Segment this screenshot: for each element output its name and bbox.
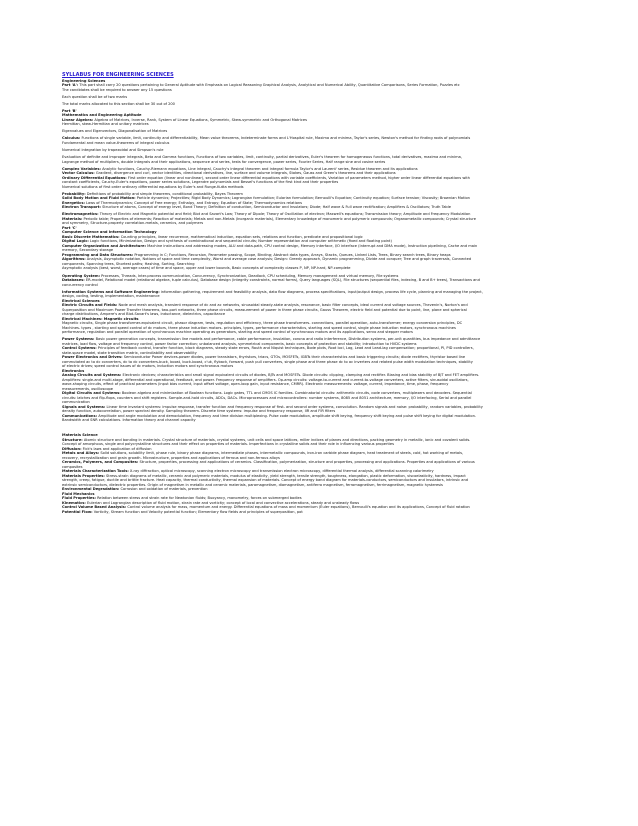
line-text: Analytic functions, Cauchy-Riemann equations, Line integral, Cauchy's integral theorem and integral formula Taylor's and Laurent' series, Residue theorem and its applications — [100, 166, 418, 171]
line-text: charge distributions, Ampere's and Biot-Savart's laws, inductance, dielectrics, capacitance — [62, 312, 226, 317]
topic-label: Algorithms: — [62, 257, 86, 262]
line-text: Asymptotic analysis (best, worst, average cases) of time and space, upper and lower bounds, Basic concepts of complexity classes P, NP, NP-hard, NP-complete — [62, 266, 351, 271]
topic-label: Electric Circuits and Fields: — [62, 303, 118, 308]
section-gap — [62, 425, 575, 433]
syllabus-line — [62, 160, 575, 165]
line-text: state-space model, state transition matrix, controllability and observability — [62, 350, 197, 355]
topic-label: Programming and Data Structures: — [62, 252, 134, 257]
line-text: recovery, recrystallization and grain growth. Microstructure, properties and applications of ferrous and non-ferrous alloys — [62, 455, 280, 460]
line-text: commutated ac to dc converters, dc to dc converters-buck, boost, buck-boost, c'uk, flyback, forward, push pull converters, single phase and three phase dc to ac inverters and related pulse width modulation techniques, stability — [62, 359, 473, 364]
line-text: Theory of Electric and Magnetic potential and field; Biot and Savart's Law; Theory of Dipole; Theory of Oscillation of electron; Maxwell's equations; Transmission theory; Amplitude and Frequency Modulation — [98, 212, 471, 217]
line-text: Stress-strain diagrams of metallic, ceramic and polymeric materials, modulus of elasticity, yield strength, tensile strength, toughness, elongation, plastic deformation, viscoelasticity, hardness, impact — [104, 473, 466, 478]
line-text: Linear time invariant systems: impulse response, transfer function and frequency response of first- and second order systems, convolution. Random signals and noise: probability, random variables, probability — [105, 404, 483, 409]
line-text: Structure of atoms, Concept of energy level, Bond Theory; Definition of conduction, Semiconductor and Insulators; Diode; Half wave & Full wave rectification; Amplifiers & Oscillators; Truth Table — [100, 205, 451, 210]
topic-label: Digital Circuits and Systems: — [62, 391, 121, 396]
topic-label: Information Systems and Software Engineering: — [62, 289, 160, 294]
topic-label: Computer Organization and Architecture: — [62, 243, 147, 248]
line-text: Semiconductor Power devices-power diodes, power transistors, thyristors, triacs, GTOs, MOSFETs, IGBTs their characteristics and basic triggering circuits; diode rectifiers, thyristor based line — [122, 355, 466, 360]
syllabus-line — [62, 283, 575, 288]
topic-label: Power Systems: — [62, 337, 95, 342]
line-text: Particle dynamics; Projectiles; Rigid Body Dynamics; Lagrangian formulation; Eularian formulation; Bernoulli's Equation; Continuity equation; Surface tension; Viscosity; Brownian Motion — [135, 196, 470, 201]
topic-label: Diffusion: — [62, 446, 82, 451]
topic-label: Linear Algebra: — [62, 117, 94, 122]
topic-label: Kinematics: — [62, 500, 86, 505]
document-page — [62, 73, 575, 514]
line-text: Computer Science and Information Technology — [62, 230, 157, 235]
topic-label: Databases: — [62, 278, 85, 283]
line-text: Amplifiers: single-and multi-stage, differential and operational, feedback, and power. Frequency response of amplifiers. Op-amp circuits: voltage-to-current and current-to-voltage converters, active filters, sinusoidal oscillators, — [62, 377, 469, 382]
line-text: information gathering, requirement and feasibility analysis, data flow diagrams, process specifications, input/output design, process life cycle, planning and managing the project, — [159, 289, 483, 294]
syllabus-line — [62, 141, 575, 146]
line-text: of electric drives; speed control issues of dc motors, induction motors and synchronous motors — [62, 364, 234, 369]
line-text: wave-shaping circuits, effect of practical parameters (input bias current, input offset voltage, open-loop gain, input resistance, CMRR). Electronic measurements: voltage, current, impedance, time, phase, frequency — [62, 382, 449, 387]
topic-label: Materials Properties: — [62, 473, 105, 478]
topic-label: Materials Characterization Tools: — [62, 469, 129, 474]
line-text: Functions of single variable, limit, continuity and differentiability, Mean value theorems, Indeterminate forms and L'Hospital rule, Maxima and minima, Taylor's series, Newton's method for finding roots of polynomials — [80, 136, 471, 141]
topic-label: Vector Calculus: — [62, 171, 95, 176]
syllabus-line — [62, 266, 575, 271]
topic-label: Electrical Machines: Magnetic circuits — [62, 316, 139, 321]
syllabus-line — [62, 148, 575, 153]
line-text: density function, autocorrelation, power spectral density. Sampling theorem. Discrete time systems: impulse and frequency response, IIR and FIR filters — [62, 409, 336, 414]
line-text: performance, regulation and parallel operation of synchronous machine operating as generators, starting and speed control of synchronous motors and its applications, servo and stepper motors — [62, 330, 413, 335]
line-text: strength, creep, fatigue, ductile and brittle fracture. Heat capacity, thermal conductivity, thermal expansion of materials. Concept of energy band diagram for materials-conductors, semiconductors and insulators, intrinsic and — [62, 478, 469, 483]
topic-label: Environmental Degradation: — [62, 487, 120, 492]
line-text: Node and mesh analysis, transient response of dc and ac networks, sinusoidal steady-state analysis, resonance, basic filter concepts, ideal current and voltage sources, Thevenin's, Norton's and — [117, 303, 468, 308]
line-text: Periodic table; Properties of elements; Reaction of materials; Metals and non-Metals (Inorganic materials), Elementary knowledge of monomeric and polymeric compounds; Organometallic compounds; Crystal structure — [82, 216, 476, 221]
line-text: design, coding, testing, implementation, maintenance — [62, 294, 160, 299]
line-text: Boolean algebra and minimization of Boolean functions. Logic gates, TTL and CMOS IC families. Combinatorial circuits: arithmetic circuits, code converters, multiplexers and decoders. Sequential — [120, 391, 472, 396]
topic-label: Digital Logic: — [62, 239, 89, 244]
line-text: Machines- types , starting and speed control of dc motors, three phase induction motors- principles, types, performance characteristics, starting and speed control, single phase induction motors, synchronous machines — [62, 325, 456, 330]
line-text: Machine instructions and addressing modes, ALU and data-path, CPU control design, Memory interface, I/O interface (Interrupt and DMA mode), Instruction pipelining, Cache and main — [146, 243, 478, 248]
line-text: communication — [62, 400, 90, 405]
line-text: measurements, oscilloscope — [62, 386, 114, 391]
topic-label: Signals and Systems: — [62, 404, 106, 409]
topic-label: Complex Variables: — [62, 166, 101, 171]
topic-label: Ceramics, Polymers, and Composites: — [62, 460, 139, 465]
line-text: composites — [62, 464, 83, 469]
line-text: Corrosion and oxidation of materials, prevention — [119, 487, 208, 492]
line-text: This part shall carry 20 questions pertaining to General Aptitude with Emphasis on Logical Reasoning Graphical Analysis, Analytical and Numerical Ability, Quantitative Comparisons, Series Formation, Puzzles etc — [78, 83, 460, 87]
line-text: Each question shall be of two marks — [62, 94, 128, 99]
line-text: The candidates shall be required to answer any 15 questions — [62, 87, 172, 92]
topic-label: Power Electronics and Drives: — [62, 355, 123, 360]
line-text: Fluid Mechanics — [62, 491, 95, 496]
line-text: Gradient, divergence and curl, vector identities, directional derivatives, line, surface and volume integrals, Stokes, Gauss and Green's theorems and their applications — [94, 171, 396, 176]
line-text: The total marks allocated to this section shall be 30 out of 200 — [62, 101, 175, 106]
line-text: Structure, properties, processing and applications of ceramics. Classification, polymerization, structure and properties, processing and applications. Properties and applications of various — [138, 460, 475, 465]
line-text: Vorticity, Stream function and Velocity potential function; Elementary flow fields and principles of superposition, pot — [92, 509, 303, 514]
topic-label: Energetics: — [62, 200, 85, 205]
line-text: Magnetic circuits, Single phase transformer-equivalent circuit, phasor diagram, tests, regulation and efficiency, three phase transformers- connections, parallel operation, auto-transformer; energy conversion principles, DC — [62, 321, 463, 326]
line-text: Fick's laws and application of diffusion — [81, 446, 152, 451]
line-text: memory, Secondary storage — [62, 248, 114, 253]
line-text: Fundamental and mean value-theorems of integral calculus — [62, 140, 170, 145]
syllabus-line — [62, 205, 575, 210]
line-text: Hermitian, skew-Hermitian and unitary matrices — [62, 122, 149, 127]
topic-label: Operating System: — [62, 273, 101, 278]
line-text: Superposition and Maximum Power Transfer theorems, two-port networks, three phase circuits, measurement of power in three phase circuits, Gauss Theorem, electric field and potential due to point, line, plane and spherical — [62, 307, 467, 312]
line-text: Part 'C' — [62, 225, 77, 230]
line-text: Counting principles, linear recurrence, mathematical induction, equation sets, relations and function, predicate and propositional logic — [119, 234, 363, 239]
syllabus-line — [62, 510, 575, 515]
syllabus-line — [62, 88, 575, 93]
line-text: Eigenvalues and Eigenvectors, Diagonalisation of Matrices — [62, 129, 168, 134]
line-text: Part 'B' — [62, 108, 77, 113]
line-text: and symmetry, Structure-property correlation-metals, ceramics, and polymers — [62, 221, 204, 226]
line-text: Laws of Thermodynamics; Concept of Free energy; Enthalpy, and Entropy; Equation of State; Thermodynamics relations — [84, 200, 303, 205]
syllabus-line — [62, 330, 575, 335]
topic-label: Part 'A': — [62, 83, 79, 87]
topic-label: Probability: — [62, 191, 86, 196]
line-text: Numerical solutions of first order ordinary differential equations by Euler's and Runge-Kutta methods — [62, 184, 244, 189]
line-text: Electronic devices; characteristics and small signal equivalent circuits of diodes, BJTs and MOSFETs. Diode circuits: clipping, clamping and rectifier. Biasing and bias stability of BJT and FET amplifiers. — [121, 373, 480, 378]
line-text: Logic functions, Minimization, Design and synthesis of combinational and sequential circuits; Number representation and computer arithmetic (fixed and floating point) — [88, 239, 392, 244]
topic-label: Analog Circuits and Systems: — [62, 373, 122, 378]
line-text: Materials Science — [62, 433, 98, 438]
document-title: SYLLABUS FOR ENGINEERING SCIENCES — [62, 72, 174, 78]
line-text: circuits: latches and flip-flops, counters and shift registers. Sample-and-hold circuits, ADCs, DACs. Microprocessors and microcontrollers: number systems, 8085 and 8051 architecture, memory, I/O interfacing, Serial and parallel — [62, 395, 472, 400]
topic-label: Solid Body Motion and Fluid Motion: — [62, 196, 136, 201]
line-text: Bandwidth and SNR calculations. Information theory and channel capacity — [62, 418, 196, 423]
line-text: Lagrange method of multipliers, double integrals and their applications, sequence and series, tests for convergence, power series, Fourier Series, Half range sine and cosine series — [62, 159, 386, 164]
topic-label: Materials: — [62, 216, 83, 221]
line-text: First order equation (linear and nonlinear), second order linear differential equations with variable coefficients, Variation of parameters method, higher order linear differential equations with — [126, 175, 470, 180]
line-text: Basic power generation concepts, transmission line models and performance, cable performance, insulation, corona and radio interference, Distribution systems, per-unit quantities, bus impedance and admittance — [94, 337, 481, 342]
line-text: Definitions of probability and simple theorems, conditional probability, Bayes Theorem — [85, 191, 243, 196]
syllabus-line — [62, 122, 575, 127]
line-text: Evaluation of definite and improper integrals, Beta and Gamma functions, Functions of two variables, limit, continuity, partial derivatives, Euler's theorem for homogeneous functions, total derivatives, maxima and minima, — [62, 155, 462, 160]
topic-label: Electron Transport: — [62, 205, 101, 210]
topic-label: Communications: — [62, 413, 98, 418]
line-text: components, Spanning trees, Shortest paths; Hashing, Sorting, Searching — [62, 261, 195, 266]
line-text: extrinsic semiconductors, dielectric properties. Origin of magnetism in metallic and ceramic materials, paramagnetism, diamagnetism, antiferro magnetism, ferromagnetism, ferrimagnetism, magnetic hysteresis — [62, 482, 443, 487]
line-text: Eulerian and Lagrangian description of fluid motion, strain rate and vorticity; concept of local and convective accelerations, steady and unsteady flows — [85, 500, 360, 505]
line-text: Control volume analysis for mass, momentum and energy. Differential equations of mass and momentum (Euler equations), Bernoulli's equation and its applications, Concept of fluid rotation — [126, 505, 470, 510]
topic-label: Potential Flow: — [62, 509, 93, 514]
topic-label: Ordinary Differential Equations: — [62, 175, 127, 180]
topic-label: Metals and Alloys: — [62, 451, 100, 456]
syllabus-line — [62, 129, 575, 134]
line-text: Engineering Sciences — [62, 78, 106, 83]
line-text: Amplitude and angle modulation and demodulation, frequency and time division multiplexing. Pulse code modulation, amplitude shift keying, frequency shift keying and pulse shift keying for digital modulation. — [97, 413, 476, 418]
line-text: X-ray diffraction, optical microscopy, scanning electron microscopy and transmission electron microscopy, differential thermal analysis, differential scanning calorimetry — [128, 469, 434, 474]
line-text: constant coefficients, Cauchy-Euler's equations, power series solutions, Legendre polynomials and Bessel's functions of the first kind and their properties — [62, 180, 339, 185]
topic-label: Control Volume Based Analysis: — [62, 505, 127, 510]
syllabus-line — [62, 418, 575, 423]
syllabus-line — [62, 102, 575, 107]
line-text: Numerical integration by trapezoidal and Simpson's rule — [62, 148, 164, 153]
topic-label: Control Systems: — [62, 346, 97, 351]
topic-label: Calculus: — [62, 136, 81, 141]
syllabus-line — [62, 95, 575, 100]
syllabus-content — [62, 79, 575, 515]
line-text: Algebra of Matrices, Inverse, Rank, System of Linear Equations, Symmetric, Skew-symmetric and Orthogonal Matrices — [93, 117, 307, 122]
topic-label: Fluid Properties: — [62, 496, 96, 501]
line-text: Atomic structure and bonding in materials. Crystal structure of materials, crystal systems, unit cells and space lattices, miller indices of planes and directions, packing geometry in metallic, ionic and covalent solids. — [82, 437, 471, 442]
syllabus-line — [62, 185, 575, 190]
topic-label: Structure: — [62, 437, 83, 442]
line-text: Analysis, Asymptotic notation, Notions of space and time complexity, Worst and average case analysis; Design: Greedy approach, Dynamic programming, Divide and conquer; Tree and graph traversals, Connected — [85, 257, 472, 262]
line-text: concurrency control — [62, 282, 98, 287]
line-text: Principles of feedback control, transfer function, block diagrams, steady state errors, Routh and Niquist techniques, Bode plots, Root loci, Lag, Lead and Lead-lag compensation; proportional, PI, PID controllers, — [96, 346, 474, 351]
line-text: matrices, load flow, voltage and frequency control, power factor correction; unbalanced analysis, symmetrical components, basic concepts of protection and stability; introduction to HVDC systems — [62, 341, 417, 346]
line-text: Processes, Threads, Inter-process communication, Concurrency, Synchronization, Deadlock, CPU scheduling, Memory management and virtual memory, File systems — [100, 273, 399, 278]
line-text: ER-model, Relational model (relational algebra, tuple calculus), Database design (integrity constraints, normal forms), Query languages (SQL), File structures (sequential files, indexing, B and B+ trees), Transactions and — [84, 278, 480, 283]
line-text: Mathematics and Engineering Aptitude — [62, 113, 142, 118]
line-text: Electrical Sciences — [62, 298, 100, 303]
topic-label: Electromagnetics: — [62, 212, 99, 217]
line-text: Programming in C; Functions, Recursion, Parameter passing, Scope, Binding; Abstract data types, Arrays, Stacks, Queues, Linked Lists, Trees, Binary search trees, Binary heaps — [133, 252, 451, 257]
line-text: Electronics — [62, 368, 85, 373]
line-text: Concept of amorphous, single and polycrystalline structures and their effect on properties of materials. Imperfections in crystalline solids and their role in influencing various properties — [62, 442, 394, 447]
topic-label: Basic Discrete Mathematics: — [62, 234, 120, 239]
line-text: Solid solutions, solubility limit, phase rule, binary phase diagrams, intermediate phases, intermetallic compounds, iron-iron carbide phase diagram, heat treatment of steels, cold, hot working of metals, — [99, 451, 464, 456]
line-text: Relation between stress and strain rate for Newtonian fluids; Buoyancy, manometry, forces on submerged bodies — [95, 496, 302, 501]
